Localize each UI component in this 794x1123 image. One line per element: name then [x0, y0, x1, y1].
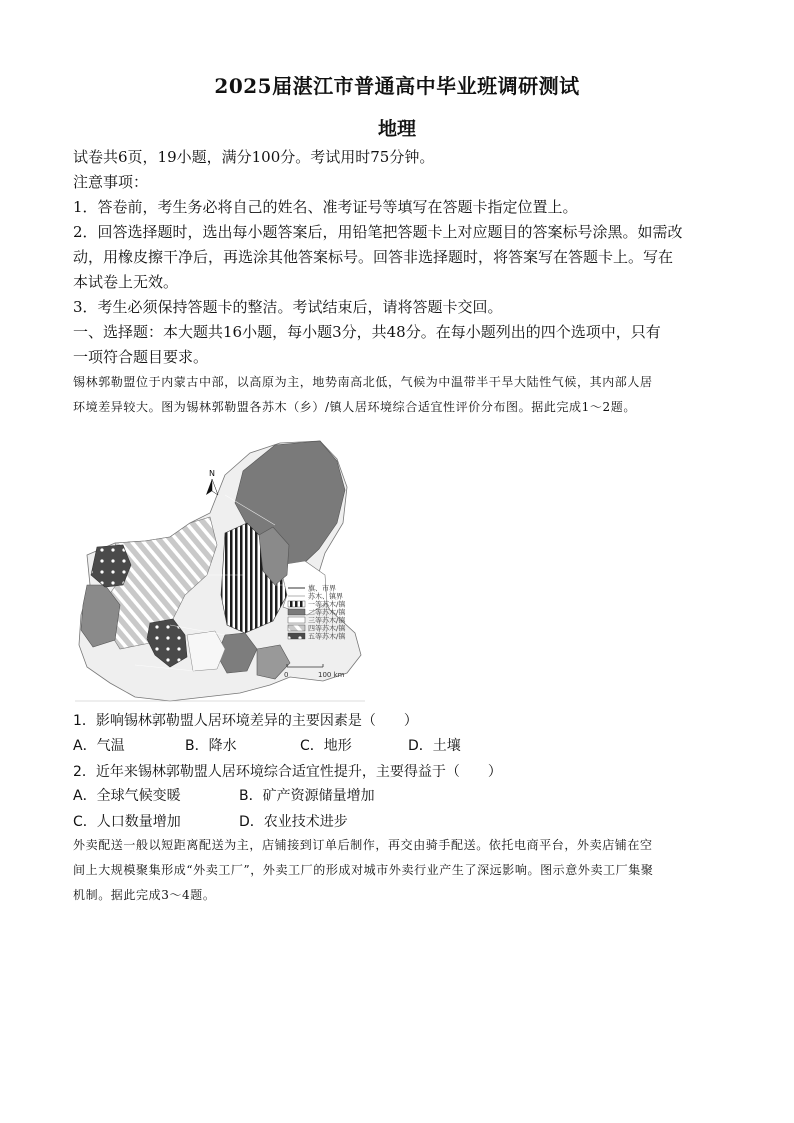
question-1-stem: 1．影响锡林郭勒盟人居环境差异的主要因素是（ ） — [73, 713, 418, 729]
passage-1-line-1: 锡林郭勒盟位于内蒙古中部，以高原为主，地势南高北低，气候为中温带半干旱大陆性气候，其内部人居 — [73, 375, 653, 389]
exam-title: 2025届湛江市普通高中毕业班调研测试 — [214, 74, 580, 98]
scale-label: 100 km — [318, 671, 345, 679]
note-2-line-1: 2．回答选择题时，选出每小题答案后，用铅笔把答题卡上对应题目的答案标号涂黑。如需改 — [73, 223, 683, 241]
question-2-options-row-1 — [73, 784, 375, 808]
note-1: 1．答卷前，考生务必将自己的姓名、准考证号等填写在答题卡指定位置上。 — [73, 198, 578, 216]
habitat-suitability-map — [75, 435, 365, 703]
section-heading-line-1: 一、选择题：本大题共16小题，每小题3分，共48分。在每小题列出的四个选项中，只有 — [73, 323, 661, 341]
q1-option-d[interactable]: D．土壤 — [408, 738, 461, 754]
passage-2-line-2: 间上大规模聚集形成“外卖工厂”，外卖工厂的形成对城市外卖行业产生了深远影响。图示意外卖工厂集聚 — [73, 863, 654, 877]
question-2-stem: 2．近年来锡林郭勒盟人居环境综合适宜性提升，主要得益于（ ） — [73, 764, 502, 780]
exam-info: 试卷共6页，19小题，满分100分。考试用时75分钟。 — [73, 148, 435, 166]
q1-option-a[interactable]: A．气温 — [73, 738, 125, 754]
legend-item-6: 四等苏木/镇 — [308, 624, 346, 633]
q2-option-c[interactable]: C．人口数量增加 — [73, 814, 181, 830]
legend-item-5: 三等苏木/镇 — [308, 616, 346, 625]
note-2-line-3: 本试卷上无效。 — [73, 273, 179, 291]
north-label: N — [209, 469, 215, 478]
passage-2-line-3: 机制。据此完成3～4题。 — [73, 888, 216, 902]
north-arrow-icon — [206, 479, 218, 495]
note-2-line-2: 动，用橡皮擦干净后，再选涂其他答案标号。回答非选择题时，将答案写在答题卡上。写在 — [73, 248, 674, 266]
q1-option-b[interactable]: B．降水 — [185, 738, 237, 754]
question-1-options — [73, 734, 461, 758]
note-3: 3．考生必须保持答题卡的整洁。考试结束后，请将答题卡交回。 — [73, 298, 503, 316]
legend-item-2: 苏木、镇界 — [308, 592, 343, 601]
passage-2-line-1: 外卖配送一般以短距离配送为主，店铺接到订单后制作，再交由骑手配送。依托电商平台，外卖店铺在空 — [73, 838, 653, 852]
question-2-options-row-2 — [73, 810, 348, 834]
q2-option-b[interactable]: B．矿产资源储量增加 — [239, 788, 375, 804]
subject-title: 地理 — [377, 118, 416, 140]
passage-1-line-2: 环境差异较大。图为锡林郭勒盟各苏木（乡）/镇人居环境综合适宜性评价分布图。据此完成1～2题。 — [73, 400, 636, 414]
legend-item-4: 二等苏木/镇 — [308, 608, 346, 617]
q2-option-a[interactable]: A．全球气候变暖 — [73, 788, 181, 804]
legend-item-3: 一等苏木/镇 — [308, 600, 346, 609]
q1-option-c[interactable]: C．地形 — [300, 738, 352, 754]
scale-zero: 0 — [284, 671, 289, 679]
section-heading-line-2: 一项符合题目要求。 — [73, 348, 209, 366]
legend-item-1: 旗、市界 — [308, 584, 336, 593]
legend-item-7: 五等苏木/镇 — [308, 632, 346, 641]
q2-option-d[interactable]: D．农业技术进步 — [239, 814, 348, 830]
notice-heading: 注意事项： — [73, 173, 149, 191]
